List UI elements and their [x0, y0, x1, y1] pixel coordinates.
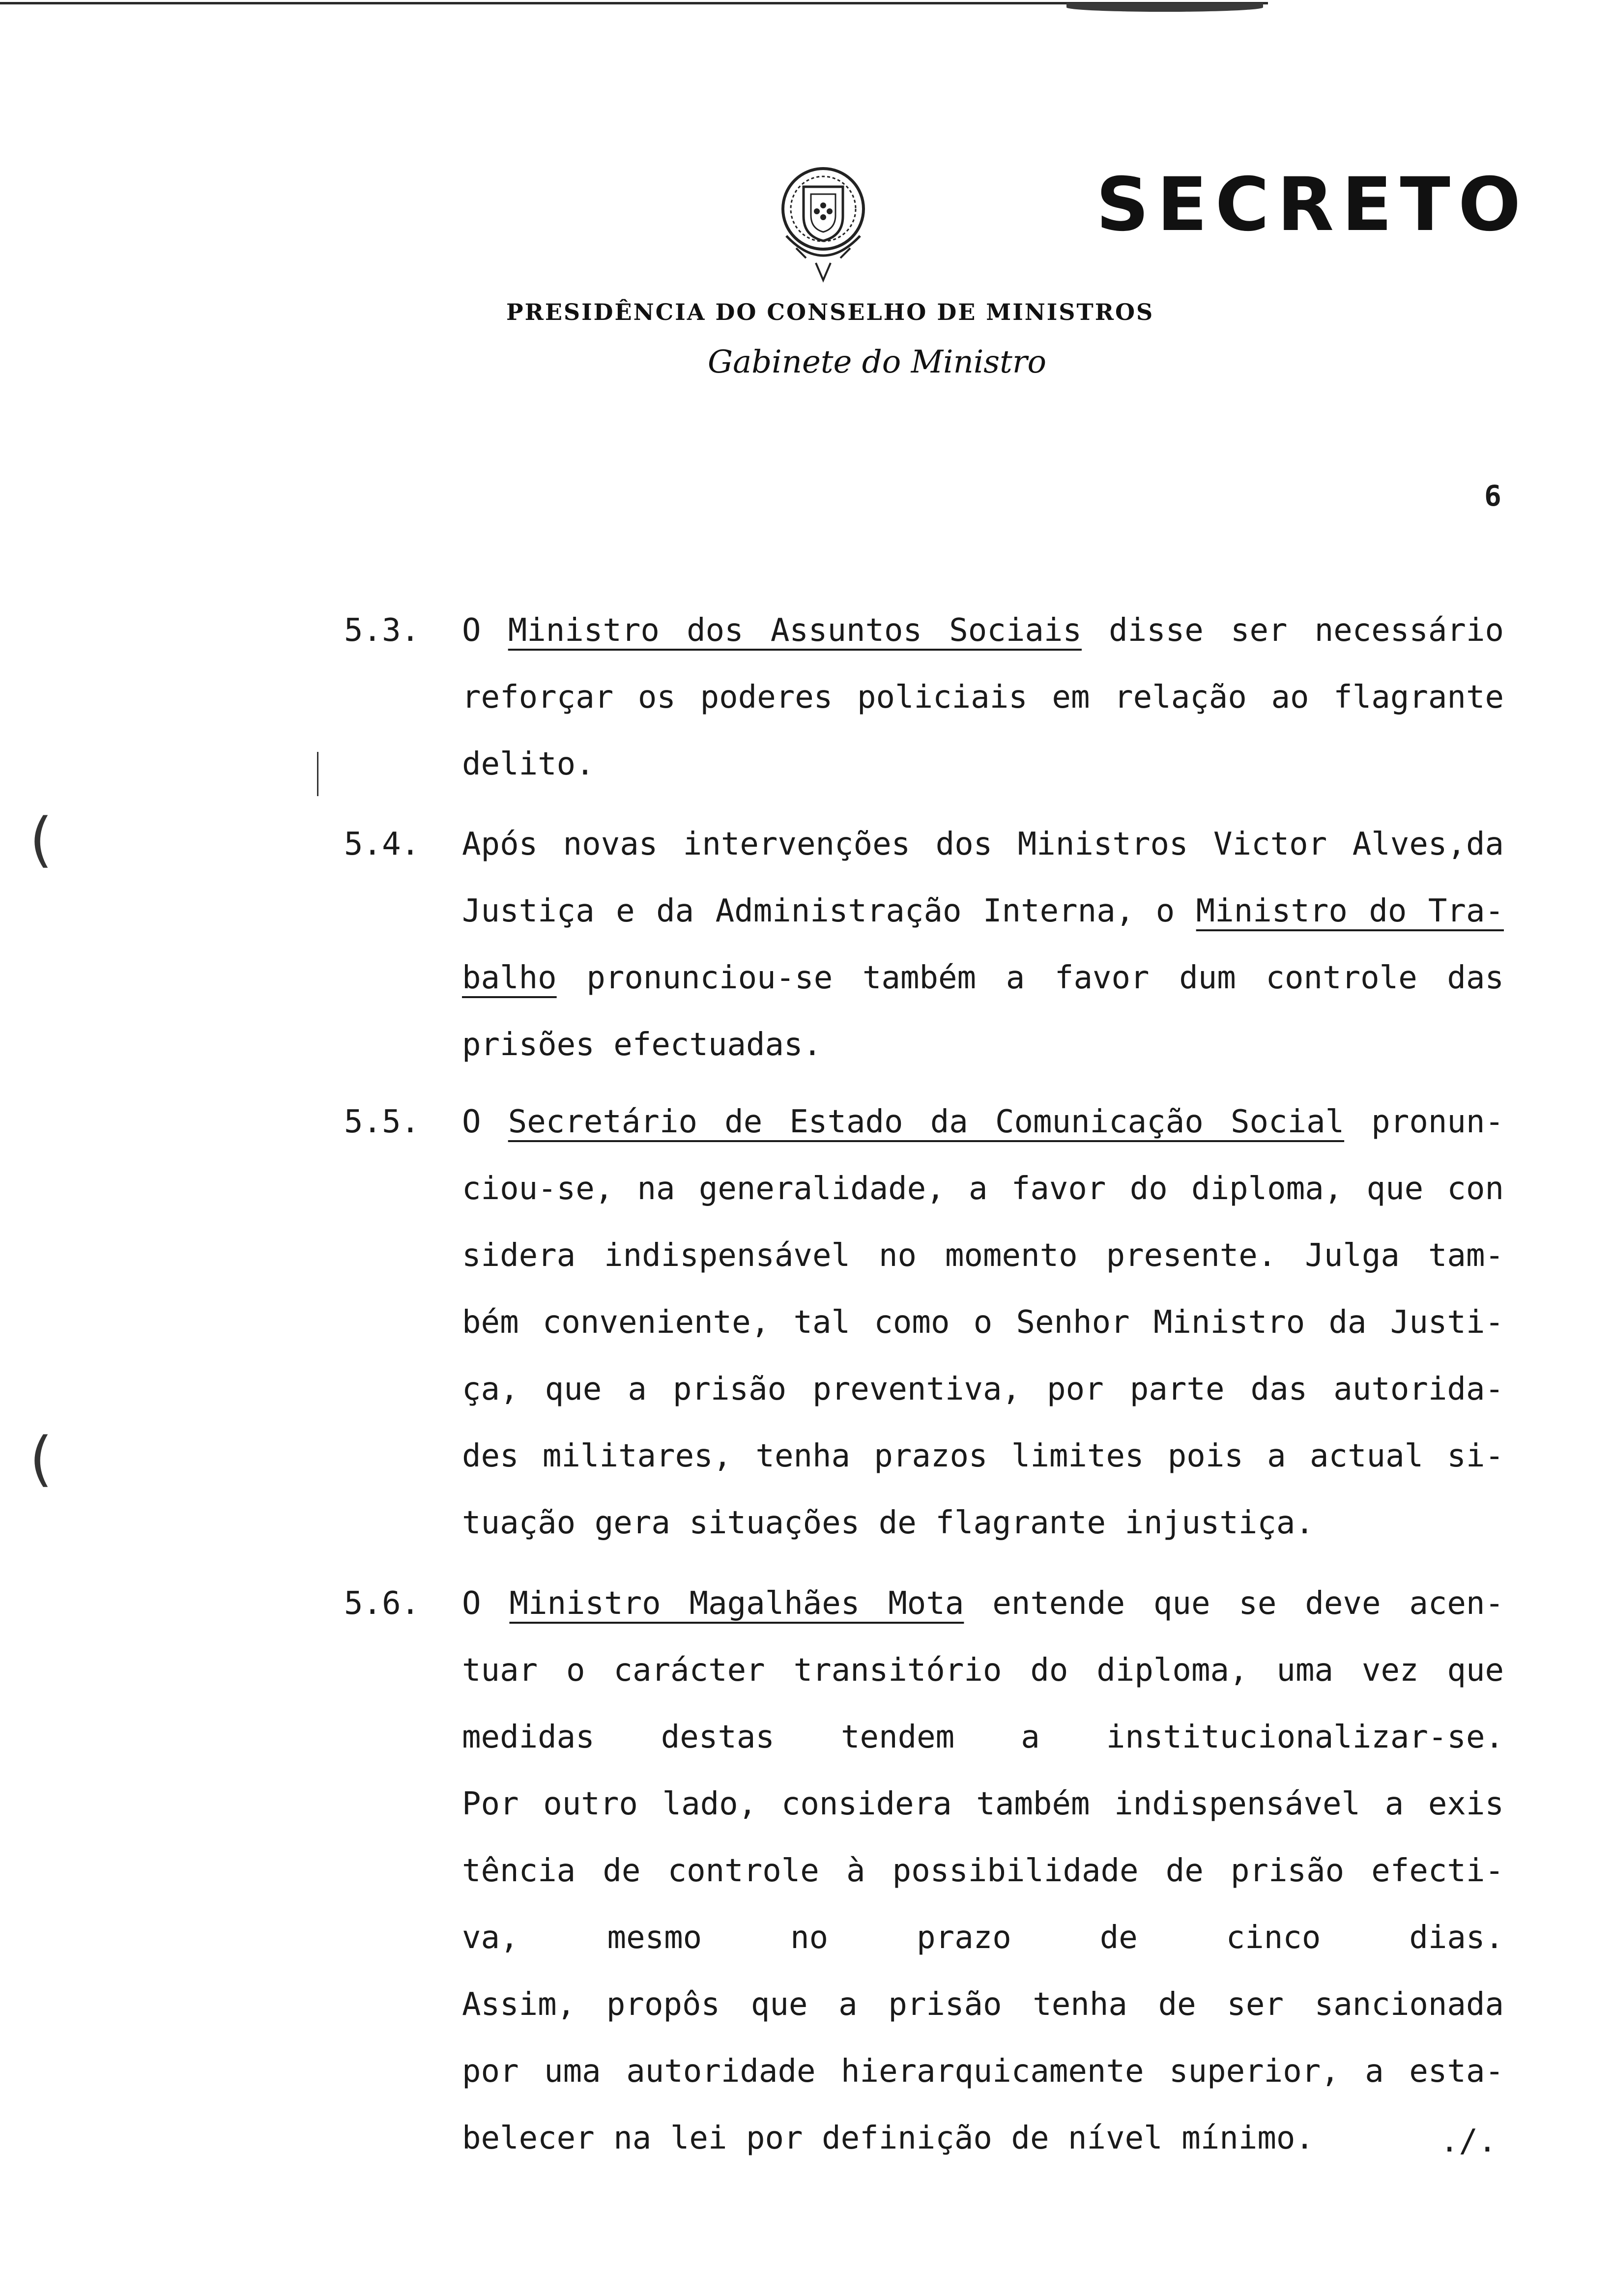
- paragraph-line: [462, 597, 1504, 664]
- text-run: medidas destas tendem a institucionalizar-se.: [462, 1719, 1504, 1755]
- underlined-speaker: Secretário de Estado da Comunicação Social: [508, 1104, 1345, 1140]
- paragraph-line: [462, 1356, 1504, 1423]
- top-edge-smudge: [1066, 3, 1263, 12]
- paragraph-line: [462, 945, 1504, 1011]
- text-run: prisões efectuadas.: [462, 1027, 822, 1063]
- text-run: Justiça e da Administração Interna, o: [462, 893, 1196, 929]
- paragraph-line: [462, 1771, 1504, 1837]
- underlined-speaker: balho: [462, 960, 557, 996]
- text-run: ciou-se, na generalidade, a favor do diploma, que con: [462, 1171, 1504, 1207]
- underlined-speaker: Ministro Magalhães Mota: [509, 1585, 964, 1622]
- paragraph-number: 5.4.: [344, 826, 420, 862]
- margin-bracket-mark: (: [29, 806, 53, 874]
- underlined-speaker: Ministro dos Assuntos Sociais: [508, 612, 1082, 649]
- paragraph-line: [462, 1289, 1504, 1356]
- paragraph-line: [462, 878, 1504, 945]
- text-run: pronunciou-se também a favor dum controle das: [556, 960, 1504, 996]
- paragraph-line: [462, 2105, 1504, 2172]
- paragraph-line: [462, 1490, 1504, 1556]
- text-run: O: [462, 1104, 508, 1140]
- text-run: O: [462, 1585, 510, 1622]
- text-run: belecer na lei por definição de nível mínimo.: [462, 2120, 1314, 2156]
- paragraph-line: [462, 1704, 1504, 1771]
- text-run: va, mesmo no prazo de cinco dias.: [462, 1920, 1504, 1956]
- margin-line-mark: [317, 752, 318, 796]
- paragraph-line: [462, 2038, 1504, 2105]
- paragraph-line: [462, 1155, 1504, 1222]
- paragraph-line: [462, 811, 1504, 878]
- paragraph-number: 5.6.: [344, 1585, 420, 1622]
- text-run: Após novas intervenções dos Ministros Victor Alves,da: [462, 826, 1504, 862]
- text-run: sidera indispensável no momento presente. Julga tam-: [462, 1237, 1504, 1274]
- underlined-speaker: Ministro do Tra-: [1196, 893, 1504, 929]
- paragraph-line: [462, 664, 1504, 731]
- paragraph-line: [462, 731, 1504, 798]
- text-run: des militares, tenha prazos limites pois a actual si-: [462, 1438, 1504, 1474]
- text-run: tência de controle à possibilidade de prisão efecti-: [462, 1853, 1504, 1889]
- paragraph-line: [462, 1570, 1504, 1637]
- text-run: por uma autoridade hierarquicamente superior, a esta-: [462, 2053, 1504, 2090]
- classification-stamp: SECRETO: [1096, 162, 1529, 248]
- paragraph-number: 5.3.: [344, 612, 420, 649]
- text-run: Por outro lado, considera também indispensável a exis: [462, 1786, 1504, 1822]
- continuation-mark: ./.: [1440, 2123, 1497, 2159]
- paragraph-number: 5.5.: [344, 1104, 420, 1140]
- text-run: bém conveniente, tal como o Senhor Ministro da Justi-: [462, 1304, 1504, 1341]
- text-run: O: [462, 612, 508, 649]
- paragraph-line: [462, 1222, 1504, 1289]
- paragraph-line: [462, 1089, 1504, 1155]
- text-run: Assim, propôs que a prisão tenha de ser sancionada: [462, 1986, 1504, 2023]
- paragraph-line: [462, 1423, 1504, 1490]
- text-run: entende que se deve acen-: [964, 1585, 1504, 1622]
- page-number: 6: [1484, 479, 1501, 513]
- text-run: reforçar os poderes policiais em relação ao flagrante: [462, 679, 1504, 716]
- margin-bracket-mark: (: [29, 1425, 53, 1493]
- paragraph-line: [462, 1011, 1504, 1078]
- text-run: tuar o carácter transitório do diploma, uma vez que: [462, 1652, 1504, 1689]
- text-run: tuação gera situações de flagrante injustiça.: [462, 1505, 1314, 1541]
- paragraph-line: [462, 1637, 1504, 1704]
- text-run: disse ser necessário: [1081, 612, 1504, 649]
- paragraph-line: [462, 1971, 1504, 2038]
- paragraph-line: [462, 1837, 1504, 1904]
- text-run: delito.: [462, 746, 595, 782]
- office-subheading: Gabinete do Ministro: [708, 344, 1046, 380]
- text-run: ça, que a prisão preventiva, por parte das autorida-: [462, 1371, 1504, 1407]
- text-run: pronun-: [1344, 1104, 1504, 1140]
- paragraph-line: [462, 1904, 1504, 1971]
- institution-heading: PRESIDÊNCIA DO CONSELHO DE MINISTROS: [506, 299, 1154, 325]
- coat-of-arms-icon: [757, 162, 890, 290]
